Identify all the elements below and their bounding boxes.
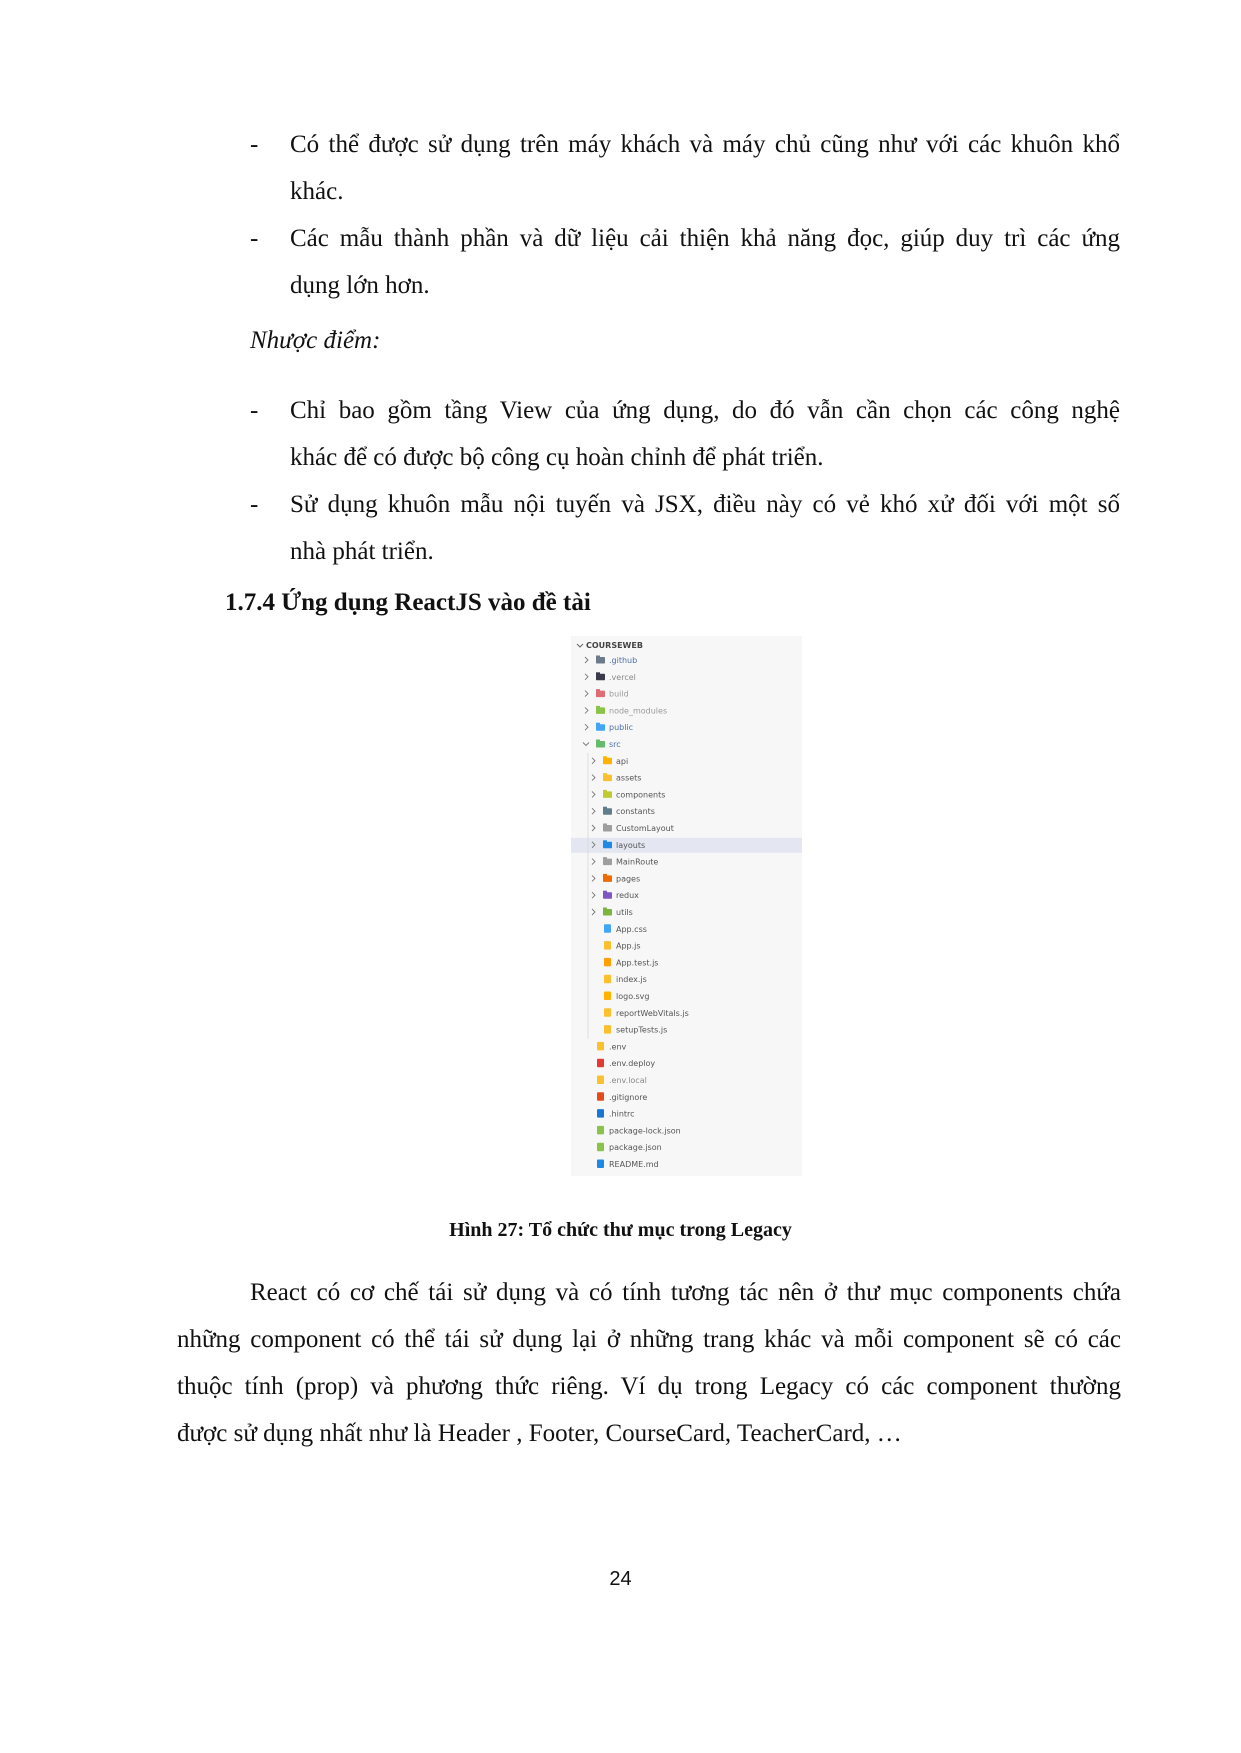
explorer-item-label: .hintrc [609, 1109, 635, 1119]
explorer-item-gitignore[interactable] [597, 1092, 647, 1102]
page-number: 24 [609, 1568, 632, 1590]
chevron-down-icon [583, 743, 589, 746]
api-folder-icon [603, 758, 612, 765]
bullet-text-line: Sử dụng khuôn mẫu nội tuyến và JSX, điều này có vẻ khó xử đối với một số [290, 491, 1120, 518]
bullet-dash: - [250, 225, 259, 252]
customlayout-folder-icon [603, 825, 612, 832]
build-folder-icon [596, 691, 605, 698]
explorer-item-env-deploy[interactable] [597, 1059, 655, 1069]
explorer-item-label: logo.svg [616, 992, 650, 1001]
explorer-item-assets[interactable] [588, 770, 641, 787]
npm-file-icon [597, 1143, 604, 1152]
explorer-item-label: node_modules [609, 706, 668, 716]
explorer-item-node-modules[interactable] [585, 706, 667, 716]
explorer-item-vercel[interactable] [585, 672, 636, 682]
bullet-text-line: dụng lớn hơn. [290, 272, 430, 299]
explorer-item-build[interactable] [585, 689, 629, 699]
explorer-item-label: public [609, 723, 634, 733]
explorer-item-src[interactable] [583, 740, 621, 750]
redux-folder-icon [603, 892, 612, 899]
explorer-item-label: .env.local [609, 1076, 647, 1085]
explorer-item-logo-svg[interactable] [588, 988, 649, 1005]
bullet-dash: - [250, 491, 259, 518]
chevron-right-icon [592, 909, 595, 915]
info-file-icon [597, 1160, 604, 1169]
explorer-tree [571, 636, 802, 1176]
explorer-item-label: api [616, 756, 629, 766]
explorer-item-constants[interactable] [588, 803, 655, 820]
explorer-item-pages[interactable] [588, 870, 640, 887]
bullet-text-line: nhà phát triển. [290, 538, 434, 565]
paragraph-line: những component có thể tái sử dụng lại ở những trang khác và mỗi component sẽ có các [177, 1326, 1121, 1353]
explorer-item-label: pages [616, 874, 641, 884]
chevron-right-icon [592, 825, 595, 831]
explorer-item-app-test-js[interactable] [588, 954, 658, 971]
explorer-item-utils[interactable] [588, 904, 633, 921]
bullet-text-line: Có thể được sử dụng trên máy khách và máy chủ cũng như với các khuôn khổ [290, 131, 1120, 158]
explorer-item-package-json[interactable] [597, 1143, 662, 1153]
explorer-item-setuptests-js[interactable] [588, 1022, 667, 1039]
explorer-item-label: src [609, 740, 621, 749]
chevron-right-icon [592, 758, 595, 764]
components-folder-icon [603, 791, 612, 798]
chevron-right-icon [592, 892, 595, 898]
explorer-item-label: .env [609, 1042, 627, 1052]
explorer-item-label: package-lock.json [609, 1126, 681, 1136]
assets-folder-icon [603, 775, 612, 782]
test-file-icon [604, 958, 611, 967]
chevron-right-icon [592, 791, 595, 797]
chevron-right-icon [592, 808, 595, 814]
explorer-item-api[interactable] [588, 753, 628, 770]
explorer-item-customlayout[interactable] [588, 820, 674, 837]
js-file-icon [604, 941, 611, 950]
env-local-file-icon [597, 1076, 604, 1085]
explorer-item-package-lock-json[interactable] [597, 1126, 681, 1136]
cons-heading: Nhược điểm: [250, 327, 381, 354]
js-file-icon [604, 975, 611, 984]
explorer-item-label: index.js [616, 975, 647, 985]
css-file-icon [604, 924, 611, 933]
bullet-dash: - [250, 131, 259, 158]
explorer-item-label: App.js [616, 941, 641, 951]
explorer-item-hintrc[interactable] [597, 1109, 635, 1119]
explorer-item-label: CustomLayout [616, 824, 674, 833]
explorer-item-label: App.css [616, 924, 647, 934]
explorer-item-env-local[interactable] [597, 1076, 647, 1086]
github-folder-icon [596, 657, 605, 664]
explorer-item-public[interactable] [585, 723, 633, 733]
paragraph-line: React có cơ chế tái sử dụng và có tính tương tác nên ở thư mục components chứa [250, 1279, 1121, 1306]
explorer-item-label: layouts [616, 840, 646, 850]
git-file-icon [597, 1092, 604, 1101]
explorer-item-label: .vercel [609, 672, 636, 682]
bullet-text-line: khác. [290, 178, 344, 205]
explorer-item-label: constants [616, 807, 655, 817]
utils-folder-icon [603, 909, 612, 916]
env-file-icon [597, 1042, 604, 1051]
explorer-item-mainroute[interactable] [588, 854, 658, 871]
chevron-right-icon [585, 674, 588, 680]
chevron-right-icon [585, 691, 588, 697]
explorer-item-index-js[interactable] [588, 971, 647, 988]
paragraph-line: thuộc tính (prop) và phương thức riêng. Ví dụ trong Legacy có các component thường [177, 1373, 1121, 1400]
chevron-down-icon [577, 644, 583, 647]
explorer-item-label: .env.deploy [609, 1059, 656, 1069]
explorer-item-label: setupTests.js [616, 1025, 668, 1035]
src-folder-icon [596, 741, 605, 748]
js-file-icon [604, 1008, 611, 1017]
chevron-right-icon [592, 859, 595, 865]
mainroute-folder-icon [603, 859, 612, 866]
node-folder-icon [596, 707, 605, 714]
explorer-item-label: App.test.js [616, 958, 659, 968]
explorer-item-app-js[interactable] [588, 938, 641, 955]
explorer-item-readme-md[interactable] [597, 1160, 659, 1170]
explorer-item-env[interactable] [597, 1042, 627, 1052]
explorer-screenshot [571, 636, 802, 1176]
paragraph-line: được sử dụng nhất như là Header , Footer, CourseCard, TeacherCard, … [177, 1420, 902, 1447]
chevron-right-icon [585, 657, 588, 663]
explorer-item-label: redux [616, 891, 639, 901]
explorer-item-label: MainRoute [616, 857, 659, 867]
explorer-item-label: README.md [609, 1160, 659, 1169]
explorer-item-redux[interactable] [588, 887, 639, 904]
bullet-dash: - [250, 397, 259, 424]
chevron-right-icon [585, 724, 588, 730]
chevron-right-icon [592, 775, 595, 781]
explorer-item-label: .gitignore [609, 1092, 648, 1102]
explorer-root-label: COURSEWEB [586, 641, 643, 650]
explorer-item-github[interactable] [585, 656, 637, 666]
chevron-right-icon [585, 707, 588, 713]
explorer-item-label: .github [609, 656, 638, 665]
explorer-item-components[interactable] [588, 786, 665, 803]
explorer-item-layouts[interactable] [571, 837, 802, 854]
bullet-text-line: khác để có được bộ công cụ hoàn chỉnh để phát triển. [290, 444, 824, 471]
npm-lock-file-icon [597, 1126, 604, 1135]
explorer-item-label: utils [616, 908, 633, 917]
chevron-right-icon [592, 875, 595, 881]
explorer-item-app-css[interactable] [588, 921, 647, 938]
vercel-folder-icon [596, 674, 605, 681]
js-file-icon [604, 1025, 611, 1034]
explorer-item-label: build [609, 689, 629, 699]
hintrc-file-icon [597, 1109, 604, 1118]
pages-folder-icon [603, 875, 612, 882]
figure-caption: Hình 27: Tổ chức thư mục trong Legacy [449, 1219, 792, 1241]
public-folder-icon [596, 724, 605, 731]
section-heading: 1.7.4 Ứng dụng ReactJS vào đề tài [225, 589, 591, 616]
explorer-root [577, 641, 643, 650]
bullet-text-line: Các mẫu thành phần và dữ liệu cải thiện khả năng đọc, giúp duy trì các ứng [290, 225, 1120, 252]
layouts-folder-icon [603, 842, 612, 849]
body-paragraph [177, 1269, 1121, 1457]
env-deploy-file-icon [597, 1059, 604, 1068]
explorer-item-label: components [616, 790, 666, 800]
explorer-item-label: reportWebVitals.js [616, 1008, 689, 1018]
constants-folder-icon [603, 808, 612, 815]
explorer-item-label: assets [616, 773, 642, 783]
svg-file-icon [604, 992, 611, 1001]
explorer-item-reportwebvitals-js[interactable] [588, 1005, 689, 1022]
explorer-item-label: package.json [609, 1143, 662, 1153]
bullet-text-line: Chỉ bao gồm tầng View của ứng dụng, do đó vẫn cần chọn các công nghệ [290, 397, 1120, 424]
